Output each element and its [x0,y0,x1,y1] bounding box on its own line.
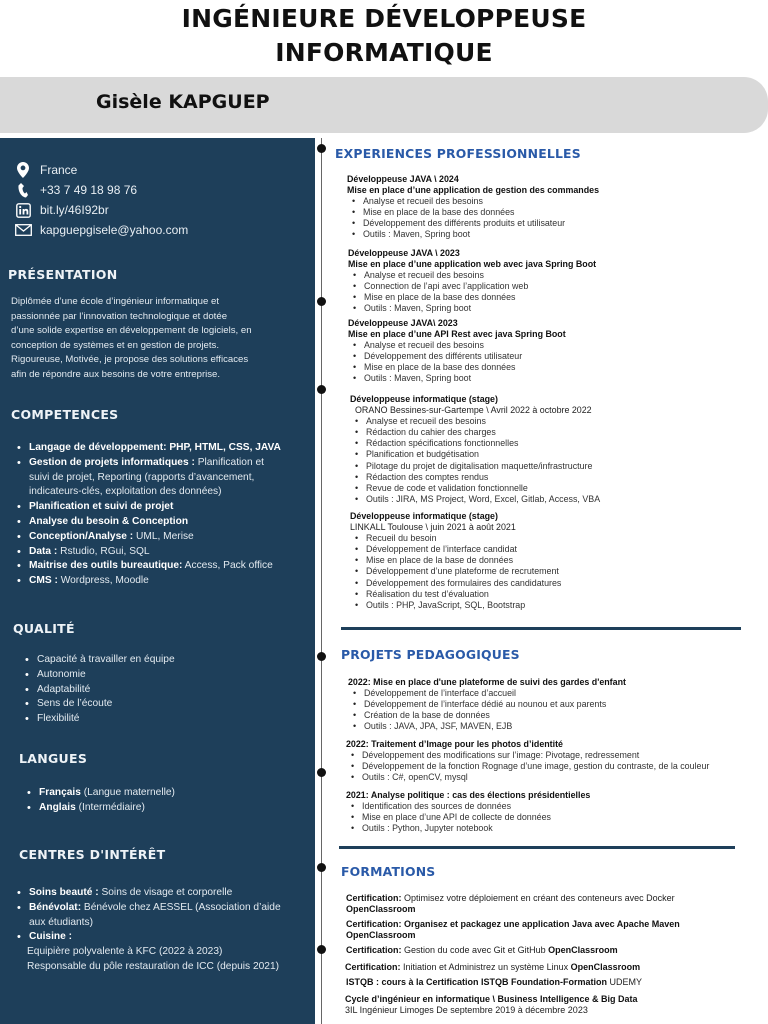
job-entry [347,174,757,241]
formation-item: Certification: Initiation et Administrez un système Linux OpenClassroom [345,962,641,972]
timeline-dot [317,768,326,777]
list-item: • Outils : C#, openCV, mysql [350,772,760,783]
timeline-dot [317,385,326,394]
qualite-heading: QUALITÉ [13,621,75,636]
interets-heading: CENTRES D'INTÉRÊT [19,847,166,862]
job-tasks [352,340,758,384]
list-item: • Développement de l’interface dédié au nounou et aux parents [352,699,760,710]
job-subtitle: ORANO Bessines-sur-Gartempe \ Avril 2022 à octobre 2022 [355,405,592,416]
contact-linkedin[interactable] [14,202,109,218]
list-item: • Capacité à travailler en équipe [23,653,303,668]
linkedin-link[interactable]: bit.ly/46I92br [40,203,109,217]
list-item: • Création de la base de données [352,710,760,721]
list-item: aux étudiants) [29,916,93,928]
formation-item: Certification: Organisez et packagez une application Java avec Apache Maven OpenClassroom [346,919,680,940]
list-item: • Réalisation du test d’évaluation [354,589,760,600]
phone-icon [14,182,32,198]
list-item: • Développement des différents produits et utilisateur [351,218,757,229]
title-line-1: INGÉNIEURE DÉVELOPPEUSE [181,4,587,33]
list-item: • Identification des sources de données [350,801,760,812]
project-tasks [350,801,760,834]
list-item: • Maitrise des outils bureautique: Access, Pack office [15,559,305,574]
job-tasks [352,270,758,314]
langues-heading: LANGUES [19,751,88,766]
job-entry [350,511,760,611]
job-title: Développeuse JAVA \ 2023 [348,248,460,258]
list-item: • Sens de l’écoute [23,697,303,712]
job-tasks [354,416,760,505]
list-item: • Développement d’une plateforme de recrutement [354,566,760,577]
presentation-heading: PRÉSENTATION [8,267,118,282]
job-subtitle: Mise en place d’une application web avec java Spring Boot [348,259,597,270]
list-item: • Analyse et recueil des besoins [352,340,758,351]
project-tasks [350,750,760,783]
list-item: • Pilotage du projet de digitalisation maquette/infrastructure [354,461,760,472]
list-item: • Rédaction des comptes rendus [354,472,760,483]
list-item: • Mise en place de la base des données [352,362,758,373]
timeline-dot [317,945,326,954]
list-item: • Mise en place de la base des données [351,207,757,218]
presentation-line: Diplômée d’une école d’ingénieur informatique et [11,296,219,307]
list-item: • Développement des formulaires des candidatures [354,578,760,589]
project-title: 2021: Analyse politique : cas des élections présidentielles [346,790,591,800]
list-item: • Autonomie [23,668,303,683]
list-item: • Rédaction du cahier des charges [354,427,760,438]
job-title: Développeuse informatique (stage) [350,511,498,521]
formation-item: ISTQB : cours à la Certification ISTQB Foundation-Formation UDEMY [346,977,643,987]
list-item: • Cuisine : [15,930,310,945]
project-tasks [352,688,760,732]
project-entry [346,739,760,783]
location-pin-icon [14,162,32,178]
list-item: • Flexibilité [23,712,303,727]
list-item: • Développement de l’interface d’accueil [352,688,760,699]
list-item: • Outils : Maven, Spring boot [351,229,757,240]
list-item: • Planification et budgétisation [354,449,760,460]
list-item: • Outils : Python, Jupyter notebook [350,823,760,834]
contact-email[interactable] [14,222,188,238]
location-text: France [40,163,78,177]
formation-item: Cycle d’ingénieur en informatique \ Business Intelligence & Big Data 3IL Ingénieur Limoges De septembre 2019 à décembre 2023 [345,994,638,1015]
timeline-dot [317,863,326,872]
job-entry [348,318,758,385]
list-item: indicateurs-clés, exploitation des données) [29,486,222,498]
presentation-line: d’une solide expertise en développement de logiciels, en [11,325,252,337]
interets-list [15,886,310,975]
list-item: • Outils : Maven, Spring boot [352,303,758,314]
list-item: • Connection de l’api avec l’application web [352,281,758,292]
list-item: • CMS : Wordpress, Moodle [15,574,305,589]
job-subtitle: Mise en place d’une API Rest avec java Spring Boot [348,329,566,340]
formation-item: Certification: Optimisez votre déploiement en créant des conteneurs avec Docker OpenClassroom [346,893,675,914]
linkedin-icon [14,202,32,218]
competences-list [15,441,305,589]
list-item: • Mise en place de la base des données [352,292,758,303]
job-entry [348,248,758,315]
list-item: • Langage de développement: PHP, HTML, CSS, JAVA [15,441,305,456]
list-item: • Soins beauté : Soins de visage et corporelle [15,886,310,901]
presentation-line: afin de répondre aux besoins de votre entreprise. [11,368,221,380]
timeline-dot [317,652,326,661]
list-item: • Développement des différents utilisateur [352,351,758,362]
presentation-line: Rigoureuse, Motivée, je propose des solutions efficaces [11,354,249,366]
presentation-line: passionnée par l’innovation technologique et dotée [11,310,228,322]
title-line-2: INFORMATIQUE [275,38,493,67]
list-item: • Adaptabilité [23,683,303,698]
competences-heading: COMPETENCES [11,407,119,422]
job-entry [350,394,760,505]
list-item: • Analyse et recueil des besoins [352,270,758,281]
job-title: Développeuse informatique (stage) [350,394,498,404]
list-item: • Développement de la fonction Rognage d’une image, gestion du contraste, de la couleur [350,761,760,772]
formations-heading: FORMATIONS [341,864,436,879]
langues-list [25,786,305,816]
projets-heading: PROJETS PEDAGOGIQUES [341,647,520,662]
project-title: 2022: Mise en place d'une plateforme de suivi des gardes d'enfant [348,677,626,687]
list-item: • Mise en place de la base de données [354,555,760,566]
list-item: Equipière polyvalente à KFC (2022 à 2023) [27,946,223,958]
presentation-line: conception de systèmes et en gestion de projets. [11,339,219,351]
timeline-dot [317,297,326,306]
formation-item: Certification: Gestion du code avec Git et GitHub OpenClassroom [346,945,618,955]
list-item: • Analyse et recueil des besoins [351,196,757,207]
contact-phone [14,182,137,198]
experiences-heading: EXPERIENCES PROFESSIONNELLES [335,146,581,161]
list-item: • Planification et suivi de projet [15,500,305,515]
list-item: • Gestion de projets informatiques : Planification et [15,456,305,471]
list-item: • Outils : JIRA, MS Project, Word, Excel, Gitlab, Access, VBA [354,494,760,505]
phone-text: +33 7 49 18 98 76 [40,183,138,197]
list-item: • Data : Rstudio, RGui, SQL [15,545,305,560]
section-divider [339,846,735,849]
email-link[interactable]: kapguepgisele@yahoo.com [40,223,189,237]
list-item: suivi de projet, Reporting (rapports d’avancement, [29,471,255,483]
job-tasks [354,533,760,611]
list-item: • Anglais (Intermédiaire) [25,801,305,816]
list-item: • Outils : JAVA, JPA, JSF, MAVEN, EJB [352,721,760,732]
envelope-icon [14,222,32,238]
list-item: • Outils : PHP, JavaScript, SQL, Bootstrap [354,600,760,611]
contact-location [14,162,77,178]
presentation-text [11,295,301,383]
project-title: 2022: Traitement d’Image pour les photos d’identité [346,739,563,749]
list-item: • Revue de code et validation fonctionnelle [354,483,760,494]
list-item: • Rédaction spécifications fonctionnelles [354,438,760,449]
project-entry [348,677,760,732]
job-tasks [351,196,757,240]
list-item: • Analyse du besoin & Conception [15,515,305,530]
list-item: • Recueil du besoin [354,533,760,544]
timeline-line [321,138,322,1024]
job-title: Développeuse JAVA \ 2024 [347,174,459,184]
list-item: • Français (Langue maternelle) [25,786,305,801]
list-item: • Développement de l’interface candidat [354,544,760,555]
list-item: • Conception/Analyse : UML, Merise [15,530,305,545]
list-item: • Analyse et recueil des besoins [354,416,760,427]
qualite-list [23,653,303,727]
list-item: Responsable du pôle restauration de ICC (depuis 2021) [27,960,280,972]
job-subtitle: Mise en place d’une application de gestion des commandes [347,185,600,196]
candidate-name: Gisèle KAPGUEP [96,91,270,113]
section-divider [341,627,741,630]
list-item: • Outils : Maven, Spring boot [352,373,758,384]
list-item: • Développement des modifications sur l’image: Pivotage, redressement [350,750,760,761]
job-title: Développeuse JAVA\ 2023 [348,318,458,328]
list-item: • Mise en place d’une API de collecte de données [350,812,760,823]
list-item: • Bénévolat: Bénévole chez AESSEL (Association d’aide [15,901,310,916]
sidebar [0,138,315,1024]
project-entry [346,790,760,834]
timeline-dot [317,144,326,153]
name-band [0,77,768,133]
document-title [0,2,768,70]
job-subtitle: LINKALL Toulouse \ juin 2021 à août 2021 [350,522,516,533]
